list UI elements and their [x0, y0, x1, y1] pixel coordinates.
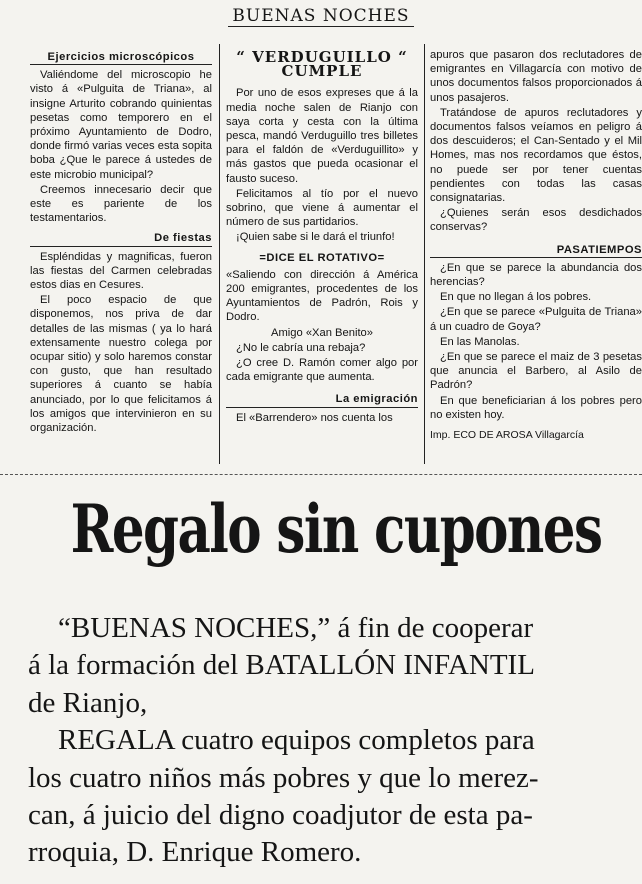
ad-line: REGALA cuatro equipos completos para	[58, 724, 535, 757]
col3-paragraph: En que beneficiarian á los pobres pero no existen hoy.	[430, 394, 642, 421]
section-separator	[0, 474, 642, 475]
col2-paragraph: El «Barrendero» nos cuenta los	[236, 411, 393, 424]
col3-paragraph: Tratándose de apuros reclutadores y documentos falsos veíamos en peligro á dos descuideros; el Can-Sentado y el Mil Homes, mas nos recordamos que éstos, no puede ser por tener cuentas pendientes con todas las casas consignatarias.	[430, 106, 642, 205]
col2-paragraph: Felicitamos al tío por el nuevo sobrino, que viene á aumentar el número de sus partidarios.	[226, 187, 418, 229]
col3-paragraph: En las Manolas.	[440, 335, 520, 348]
heading-rotativo: =DICE EL ROTATIVO=	[259, 251, 385, 264]
ad-line: “BUENAS NOCHES,” á fin de cooperar	[58, 612, 534, 644]
col3-paragraph: En que no llegan á los pobres.	[440, 291, 592, 304]
ad-line: can, á juicio del digno coadjutor de esta pa-	[28, 799, 533, 832]
masthead-rule	[228, 26, 414, 27]
masthead: BUENAS NOCHES	[232, 6, 410, 26]
heading-fiestas: De fiestas	[30, 231, 212, 246]
column-2	[226, 48, 418, 426]
column-divider-1	[219, 44, 220, 464]
col2-paragraph: Por uno de esos expreses que á la media noche salen de Rianjo con saya corta y cesta con la última pesca, mandó Verduguillo tres billetes para el faldón de «Verduguillito» y más gastos que pueda ocasionar el fausto suceso.	[226, 87, 418, 185]
ad-line: á la formación del BATALLÓN INFANTIL	[28, 649, 535, 682]
col3-paragraph: ¿En que se parece «Pulguita de Triana» á un cuadro de Goya?	[430, 306, 642, 333]
col2-paragraph: ¡Quien sabe si le dará el triunfo!	[236, 231, 395, 244]
column-divider-2	[424, 44, 425, 464]
imprint-line: Imp. ECO DE AROSA Villagarcía	[430, 429, 584, 442]
heading-emigracion: La emigración	[226, 392, 418, 407]
col3-paragraph: ¿Quienes serán esos desdichados conservas?	[430, 207, 642, 234]
ad-line: de Rianjo,	[28, 686, 148, 719]
col2-paragraph: Amigo «Xan Benito»	[271, 326, 373, 339]
ad-body	[28, 610, 642, 872]
ad-line: los cuatro niños más pobres y que lo merez-	[28, 761, 539, 794]
heading-pasatiempos: PASATIEMPOS	[430, 243, 642, 258]
col3-paragraph: ¿En que se parece el maiz de 3 pesetas que anuncia el Barbero, al Asilo de Padrón?	[430, 351, 642, 392]
col1-paragraph: El poco espacio de que disponemos, nos priva de dar detalles de las mismas ( ya lo hará extensamente nuestro colega por ocupar sitio) y solo haremos constar con gusto, que han resultado superiores á cuanto se había anunciado, por lo que felicitamos á los amigos que intervinieron en su organización.	[30, 294, 212, 435]
col2-paragraph: «Saliendo con dirección á América 200 emigrantes, procedentes de los Ayuntamientos de Padrón, Rois y Dodro.	[226, 268, 418, 324]
ad-title: Regalo sin cupones	[70, 490, 602, 568]
col1-paragraph: Espléndidas y magnificas, fueron las fiestas del Carmen celebradas estos dias en Cesures.	[30, 250, 212, 292]
col2-paragraph: ¿O cree D. Ramón comer algo por cada emigrante que aumenta.	[226, 357, 418, 384]
column-3	[430, 48, 642, 443]
col3-paragraph: ¿En que se parece la abundancia dos herencias?	[430, 261, 642, 289]
col1-paragraph: Valiéndome del microscopio he visto á «Pulguita de Triana», al insigne Arturito cobrando quinientas pesetas como temporero en el próximo Ayuntamiento de Dodro, donde firmó varias veces esta sopita boba ¿Que le parece á ustedes de este microbio municipal?	[30, 69, 212, 181]
col1-paragraph: Creemos innecesario decir que este es pariente de los testamentarios.	[30, 183, 212, 225]
ad-line: rroquia, D. Enrique Romero.	[28, 836, 362, 869]
col3-paragraph: apuros que pasaron dos reclutadores de emigrantes en Villagarcía con motivo de unos documentos falsos proporcionados á unos pasajeros.	[430, 49, 642, 104]
heading-verduguillo: “ VERDUGUILLO “ CUMPLE	[236, 48, 408, 81]
col2-paragraph: ¿No le cabría una rebaja?	[236, 341, 366, 354]
column-1	[30, 48, 212, 436]
heading-ejercicios: Ejercicios microscópicos	[30, 50, 212, 65]
